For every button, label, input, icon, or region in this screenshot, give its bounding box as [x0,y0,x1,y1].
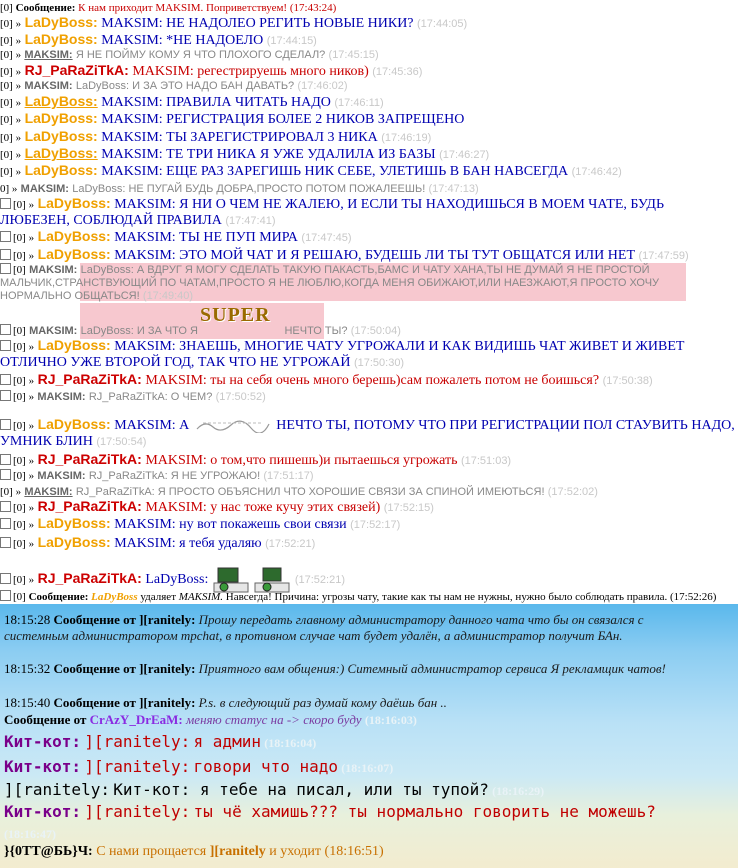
nick-ladyboss[interactable]: LaDyBoss: [24,162,98,178]
chat-line: [0] » LaDyBoss: MAKSIM: ЭТО МОЙ ЧАТ И Я РЕШАЮ, БУДЕШЬ ЛИ ТЫ ТУТ ОБЩАТСЯ ИЛИ НЕТ (17:47:59) [0,246,689,264]
nick-maksim[interactable]: MAKSIM: [24,80,73,92]
select-checkbox[interactable] [0,518,11,529]
chat-line: [0] » LaDyBoss: MAKSIM: ЗНАЕШЬ, МНОГИЕ ЧАТУ УГРОЖАЛИ И КАК ВИДИШЬ ЧАТ ЖИВЕТ И ЖИВЕТ ОТЛИЧНО УЖЕ ВТОРОЙ ГОД, ТАК ЧТО НЕ УГРОЖАЙ (17:50:30) [0,337,685,370]
chat-line: [0] » LaDyBoss: MAKSIM: РЕГИСТРАЦИЯ БОЛЕЕ 2 НИКОВ ЗАПРЕЩЕНО [0,110,465,127]
chat-line: 0] » MAKSIM: LaDyBoss: НЕ ПУГАЙ БУДЬ ДОБРА,ПРОСТО ПОТОМ ПОЖАЛЕЕШЬ! (17:47:13) [0,183,479,195]
sketch-icon [193,419,273,433]
select-checkbox[interactable] [0,537,11,548]
system-message: 18:15:40 Сообщение от ][ranitely: P.s. в следующий раз думай кому даёшь бан .. [4,695,447,710]
nick-kit-kot[interactable]: Кит-кот: [4,757,82,776]
select-checkbox[interactable] [0,198,11,209]
chat-line: [0] » MAKSIM: RJ_PaRaZiTkA: Я НЕ УГРОЖАЮ! (17:51:17) [0,467,314,484]
nick-ladyboss[interactable]: LaDyBoss: [24,110,98,126]
select-checkbox[interactable] [0,390,11,401]
select-checkbox[interactable] [0,263,11,274]
nick-ladyboss[interactable]: LaDyBoss: [24,93,98,109]
chat-line: [0] » MAKSIM: Я НЕ ПОЙМУ КОМУ Я ЧТО ПЛОХОГО СДЕЛАЛ? (17:45:15) [0,49,379,61]
nick-rj[interactable]: RJ_PaRaZiTkA: [37,451,142,467]
nick-maksim[interactable]: MAKSIM: [29,325,78,337]
select-checkbox[interactable] [0,340,11,351]
chat-line: [0] » LaDyBoss: MAKSIM: А НЕЧТО ТЫ, ПОТОМУ ЧТО ПРИ РЕГИСТРАЦИИ ПОЛ СТАУВИТЬ НАДО, УМНИК БЛИН (17:50:54) [0,416,735,449]
chat-line: Кит-кот: ][ranitely: говори что надо (18:16:07) [4,757,394,776]
select-checkbox[interactable] [0,469,11,480]
select-checkbox[interactable] [0,454,11,465]
chat-line: [0] » LaDyBoss: MAKSIM: *НЕ НАДОЕЛО (17:44:15) [0,31,317,48]
nick-maksim[interactable]: MAKSIM: [37,470,86,482]
chat-line: [0] » RJ_PaRaZiTkA: MAKSIM: у нас тоже кучу этих связей) (17:52:15) [0,498,434,516]
nick-ladyboss[interactable]: LaDyBoss: [37,246,111,262]
system-message: 18:15:28 Сообщение от ][ranitely: Прошу передать главному администратору данного чата что бы он связался с системным администратором трсhat, в противном случае чат будет удалён, а администратор получит БАн. [4,612,644,643]
select-checkbox[interactable] [0,249,11,260]
super-sticker: SUPER [200,304,271,326]
chat-line-highlighted: [0] MAKSIM: LaDyBoss: А ВДРУГ Я МОГУ СДЕЛАТЬ ТАКУЮ ПАКАСТЬ,БАМС И ЧАТУ ХАНА,ТЫ НЕ ДУМАЙ Я НЕ ПРОСТОЙ МАЛЬЧИК,СТРАНСТВУЮЩИЙ ПО ЧАТАМ,ПРОСТО Я НЕ ЛЮБЛЮ,КОГДА МЕНЯ ОБИЖАЮТ,ИЛИ НАЕЗЖАЮТ,Я ПРОСТО ХОЧУ НОРМАЛЬНО ОБЩАТЬСЯ! (17:49:40) [0,264,660,302]
chat-line: [0] » RJ_PaRaZiTkA: MAKSIM: о том,что пишешь)и пытаешься угрожать (17:51:03) [0,451,511,469]
select-checkbox[interactable] [0,419,11,430]
nick-kit-kot[interactable]: Кит-кот: [4,732,82,751]
nick-rj[interactable]: RJ_PaRaZiTkA: [37,570,142,586]
chat-line: Кит-кот: ][ranitely: ты чё хамишь??? ты нормально говорить не можешь? (18:16:47) [4,802,656,841]
chat-line: [0] » LaDyBoss: MAKSIM: я тебя удаляю (17:52:21) [0,534,315,552]
chat-line: [0] » LaDyBoss: MAKSIM: ТЫ ЗАРЕГИСТРИРОВАЛ 3 НИКА (17:46:19) [0,128,432,145]
chat-line: [0] » MAKSIM: RJ_PaRaZiTkA: О ЧЕМ? (17:50:52) [0,388,266,405]
chat-line: [0] » LaDyBoss: MAKSIM: ПРАВИЛА ЧИТАТЬ НАДО (17:46:11) [0,93,384,110]
select-checkbox[interactable] [0,590,11,601]
nick-maksim[interactable]: MAKSIM: [37,391,86,403]
nick-ladyboss[interactable]: LaDyBoss: [37,195,111,211]
select-checkbox[interactable] [0,231,11,242]
nick-xottabych[interactable]: }{0TT@БЬ}Ч: [4,844,93,859]
nick-ranitely[interactable]: ][ranitely: [4,780,110,799]
system-message: [0] Сообщение: К нам приходит MAKSIM. Поприветствуем! (17:43:24) [0,2,337,14]
chat-line: [0] » RJ_PaRaZiTkA: MAKSIM: ты на себя очень много берешь)сам пожалеть потом не боишься? (17:50:38) [0,371,653,389]
nick-crazy-dream[interactable]: CrAzY_DrEaM: [89,712,183,727]
status-message: Сообщение от CrAzY_DrEaM: меняю статус на -> скоро буду (18:16:03) [4,712,417,727]
select-checkbox[interactable] [0,573,11,584]
chat-line: [0] » MAKSIM: LaDyBoss: И ЗА ЭТО НАДО БАН ДАВАТЬ? (17:46:02) [0,80,348,92]
nick-rj[interactable]: RJ_PaRaZiTkA: [37,498,142,514]
chat-line: [0] » MAKSIM: RJ_PaRaZiTkA: Я ПРОСТО ОБЪЯСНИЛ ЧТО ХОРОШИЕ СВЯЗИ ЗА СПИНОЙ ИМЕЮТЬСЯ! (17:52:02) [0,486,598,498]
chat-log-bottom [0,604,738,868]
nick-ladyboss[interactable]: LaDyBoss: [37,515,111,531]
nick-maksim[interactable]: MAKSIM: [24,49,73,61]
nick-maksim[interactable]: MAKSIM: [20,183,69,195]
nick-kit-kot[interactable]: Кит-кот: [4,802,82,821]
nick-ladyboss[interactable]: LaDyBoss: [37,416,111,432]
nick-maksim[interactable]: MAKSIM: [29,264,78,276]
nick-ladyboss[interactable]: LaDyBoss: [24,128,98,144]
chat-line: [0] » RJ_PaRaZiTkA: MAKSIM: регестрируешь много ников) (17:45:36) [0,62,423,79]
nick-ladyboss[interactable]: LaDyBoss: [37,228,111,244]
chat-line: [0] MAKSIM: LaDyBoss: И ЗА ЧТО Я НЕЧТО ТЫ? (17:50:04) [0,322,401,339]
chat-line: ][ranitely: Кит-кот: я тебе на писал, или ты тупой? (18:16:29) [4,780,545,799]
chat-line: [0] » LaDyBoss: MAKSIM: ТЕ ТРИ НИКА Я УЖЕ УДАЛИЛА ИЗ БАЗЫ (17:46:27) [0,145,490,162]
select-checkbox[interactable] [0,501,11,512]
chat-line: [0] » LaDyBoss: MAKSIM: НЕ НАДОЛЕО РЕГИТЬ НОВЫЕ НИКИ? (17:44:05) [0,14,468,31]
nick-ladyboss[interactable]: LaDyBoss: [24,31,98,47]
nick-rj[interactable]: RJ_PaRaZiTkA: [37,371,142,387]
chat-line: [0] » LaDyBoss: MAKSIM: ТЫ НЕ ПУП МИРА (17:47:45) [0,228,352,246]
chat-line: [0] » LaDyBoss: MAKSIM: Я НИ О ЧЕМ НЕ ЖАЛЕЮ, И ЕСЛИ ТЫ НАХОДИШЬСЯ В МОЕМ ЧАТЕ, БУДЬ ЛЮБЕЗЕН, СОБЛЮДАЙ ПРАВИЛА (17:47:41) [0,195,665,228]
chat-line: [0] » LaDyBoss: MAKSIM: ну вот покажешь свои связи (17:52:17) [0,515,400,533]
chat-line: [0] » RJ_PaRaZiTkA: LaDyBoss: (17:52:21) [0,563,345,595]
nick-ladyboss[interactable]: LaDyBoss: [24,14,98,30]
system-message: [0] Сообщение: LaDyBoss удаляет MAKSIM. Навсегда! Причина: угрозы чату, такие как ты нам не нужны, нужно было соблюдать правила. (17:52:26) [0,589,716,604]
super-sketch-image [193,419,273,433]
select-checkbox[interactable] [0,374,11,385]
nick-ladyboss[interactable]: LaDyBoss: [24,145,98,161]
select-checkbox[interactable] [0,324,11,335]
chat-line: [0] » LaDyBoss: MAKSIM: ЕЩЕ РАЗ ЗАРЕГИШЬ НИК СЕБЕ, УЛЕТИШЬ В БАН НАВСЕГДА (17:46:42) [0,162,622,179]
system-message: 18:15:32 Сообщение от ][ranitely: Приятного вам общения:) Ситемный администратор сервиса Я рекламщик чатов! [4,661,666,676]
chat-line: Кит-кот: ][ranitely: я админ (18:16:04) [4,732,317,751]
nick-ladyboss[interactable]: LaDyBoss: [37,534,111,550]
nick-maksim[interactable]: MAKSIM: [24,486,73,498]
leave-message: }{0TT@БЬ}Ч: С нами прощается ][ranitely и уходит (18:16:51) [4,844,384,859]
nick-rj[interactable]: RJ_PaRaZiTkA: [24,62,129,78]
nick-ladyboss[interactable]: LaDyBoss: [37,337,111,353]
